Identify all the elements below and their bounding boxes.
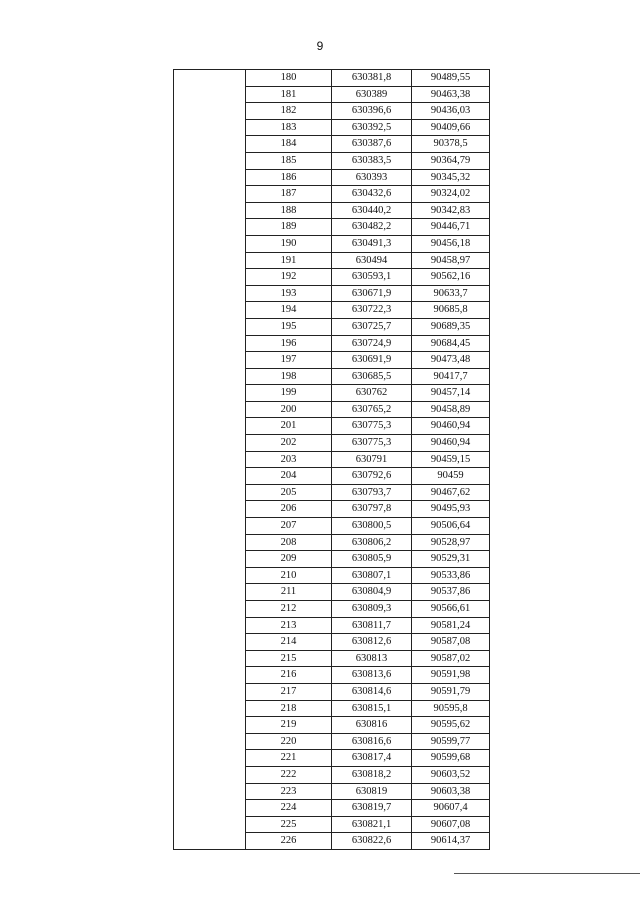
point-number-cell: 221 bbox=[246, 750, 332, 767]
point-number-cell: 203 bbox=[246, 451, 332, 468]
point-number-cell: 211 bbox=[246, 584, 332, 601]
point-number-cell: 222 bbox=[246, 766, 332, 783]
y-coordinate-cell: 90603,38 bbox=[412, 783, 490, 800]
y-coordinate-cell: 90684,45 bbox=[412, 335, 490, 352]
x-coordinate-cell: 630797,8 bbox=[332, 501, 412, 518]
x-coordinate-cell: 630814,6 bbox=[332, 683, 412, 700]
y-coordinate-cell: 90459,15 bbox=[412, 451, 490, 468]
coordinates-table bbox=[173, 69, 490, 850]
point-number-cell: 194 bbox=[246, 302, 332, 319]
x-coordinate-cell: 630440,2 bbox=[332, 202, 412, 219]
y-coordinate-cell: 90562,16 bbox=[412, 269, 490, 286]
y-coordinate-cell: 90581,24 bbox=[412, 617, 490, 634]
y-coordinate-cell: 90566,61 bbox=[412, 601, 490, 618]
x-coordinate-cell: 630432,6 bbox=[332, 186, 412, 203]
y-coordinate-cell: 90685,8 bbox=[412, 302, 490, 319]
y-coordinate-cell: 90446,71 bbox=[412, 219, 490, 236]
point-number-cell: 224 bbox=[246, 800, 332, 817]
x-coordinate-cell: 630804,9 bbox=[332, 584, 412, 601]
x-coordinate-cell: 630593,1 bbox=[332, 269, 412, 286]
y-coordinate-cell: 90458,97 bbox=[412, 252, 490, 269]
y-coordinate-cell: 90528,97 bbox=[412, 534, 490, 551]
x-coordinate-cell: 630813,6 bbox=[332, 667, 412, 684]
x-coordinate-cell: 630393 bbox=[332, 169, 412, 186]
x-coordinate-cell: 630482,2 bbox=[332, 219, 412, 236]
y-coordinate-cell: 90595,62 bbox=[412, 717, 490, 734]
y-coordinate-cell: 90463,38 bbox=[412, 86, 490, 103]
x-coordinate-cell: 630392,5 bbox=[332, 119, 412, 136]
x-coordinate-cell: 630805,9 bbox=[332, 551, 412, 568]
y-coordinate-cell: 90614,37 bbox=[412, 833, 490, 850]
point-number-cell: 183 bbox=[246, 119, 332, 136]
point-number-cell: 204 bbox=[246, 468, 332, 485]
x-coordinate-cell: 630807,1 bbox=[332, 567, 412, 584]
point-number-cell: 217 bbox=[246, 683, 332, 700]
point-number-cell: 199 bbox=[246, 385, 332, 402]
footer-rule bbox=[454, 873, 640, 874]
coordinates-table-body bbox=[174, 70, 490, 850]
x-coordinate-cell: 630396,6 bbox=[332, 103, 412, 120]
y-coordinate-cell: 90436,03 bbox=[412, 103, 490, 120]
point-number-cell: 185 bbox=[246, 152, 332, 169]
x-coordinate-cell: 630813 bbox=[332, 650, 412, 667]
point-number-cell: 195 bbox=[246, 318, 332, 335]
x-coordinate-cell: 630725,7 bbox=[332, 318, 412, 335]
point-number-cell: 198 bbox=[246, 368, 332, 385]
y-coordinate-cell: 90409,66 bbox=[412, 119, 490, 136]
y-coordinate-cell: 90417,7 bbox=[412, 368, 490, 385]
point-number-cell: 225 bbox=[246, 816, 332, 833]
x-coordinate-cell: 630793,7 bbox=[332, 484, 412, 501]
y-coordinate-cell: 90633,7 bbox=[412, 285, 490, 302]
point-number-cell: 192 bbox=[246, 269, 332, 286]
x-coordinate-cell: 630812,6 bbox=[332, 634, 412, 651]
point-number-cell: 212 bbox=[246, 601, 332, 618]
y-coordinate-cell: 90457,14 bbox=[412, 385, 490, 402]
point-number-cell: 219 bbox=[246, 717, 332, 734]
x-coordinate-cell: 630792,6 bbox=[332, 468, 412, 485]
y-coordinate-cell: 90587,02 bbox=[412, 650, 490, 667]
point-number-cell: 200 bbox=[246, 401, 332, 418]
point-number-cell: 223 bbox=[246, 783, 332, 800]
x-coordinate-cell: 630819 bbox=[332, 783, 412, 800]
y-coordinate-cell: 90607,08 bbox=[412, 816, 490, 833]
y-coordinate-cell: 90378,5 bbox=[412, 136, 490, 153]
point-number-cell: 226 bbox=[246, 833, 332, 850]
y-coordinate-cell: 90603,52 bbox=[412, 766, 490, 783]
x-coordinate-cell: 630816 bbox=[332, 717, 412, 734]
x-coordinate-cell: 630494 bbox=[332, 252, 412, 269]
point-number-cell: 218 bbox=[246, 700, 332, 717]
x-coordinate-cell: 630815,1 bbox=[332, 700, 412, 717]
point-number-cell: 213 bbox=[246, 617, 332, 634]
y-coordinate-cell: 90324,02 bbox=[412, 186, 490, 203]
y-coordinate-cell: 90595,8 bbox=[412, 700, 490, 717]
point-number-cell: 201 bbox=[246, 418, 332, 435]
x-coordinate-cell: 630791 bbox=[332, 451, 412, 468]
y-coordinate-cell: 90533,86 bbox=[412, 567, 490, 584]
x-coordinate-cell: 630819,7 bbox=[332, 800, 412, 817]
table-row bbox=[174, 70, 490, 87]
point-number-cell: 182 bbox=[246, 103, 332, 120]
y-coordinate-cell: 90529,31 bbox=[412, 551, 490, 568]
x-coordinate-cell: 630775,3 bbox=[332, 435, 412, 452]
point-number-cell: 184 bbox=[246, 136, 332, 153]
y-coordinate-cell: 90506,64 bbox=[412, 518, 490, 535]
y-coordinate-cell: 90364,79 bbox=[412, 152, 490, 169]
x-coordinate-cell: 630775,3 bbox=[332, 418, 412, 435]
y-coordinate-cell: 90587,08 bbox=[412, 634, 490, 651]
y-coordinate-cell: 90467,62 bbox=[412, 484, 490, 501]
point-number-cell: 196 bbox=[246, 335, 332, 352]
point-number-cell: 187 bbox=[246, 186, 332, 203]
x-coordinate-cell: 630806,2 bbox=[332, 534, 412, 551]
page-number: 9 bbox=[316, 39, 324, 53]
point-number-cell: 193 bbox=[246, 285, 332, 302]
x-coordinate-cell: 630724,9 bbox=[332, 335, 412, 352]
y-coordinate-cell: 90459 bbox=[412, 468, 490, 485]
x-coordinate-cell: 630816,6 bbox=[332, 733, 412, 750]
point-number-cell: 197 bbox=[246, 352, 332, 369]
x-coordinate-cell: 630762 bbox=[332, 385, 412, 402]
point-number-cell: 180 bbox=[246, 70, 332, 87]
point-number-cell: 206 bbox=[246, 501, 332, 518]
x-coordinate-cell: 630387,6 bbox=[332, 136, 412, 153]
y-coordinate-cell: 90537,86 bbox=[412, 584, 490, 601]
y-coordinate-cell: 90460,94 bbox=[412, 435, 490, 452]
y-coordinate-cell: 90342,83 bbox=[412, 202, 490, 219]
point-number-cell: 215 bbox=[246, 650, 332, 667]
y-coordinate-cell: 90599,68 bbox=[412, 750, 490, 767]
x-coordinate-cell: 630765,2 bbox=[332, 401, 412, 418]
point-number-cell: 188 bbox=[246, 202, 332, 219]
x-coordinate-cell: 630822,6 bbox=[332, 833, 412, 850]
x-coordinate-cell: 630817,4 bbox=[332, 750, 412, 767]
point-number-cell: 181 bbox=[246, 86, 332, 103]
x-coordinate-cell: 630809,3 bbox=[332, 601, 412, 618]
x-coordinate-cell: 630818,2 bbox=[332, 766, 412, 783]
point-number-cell: 186 bbox=[246, 169, 332, 186]
x-coordinate-cell: 630722,3 bbox=[332, 302, 412, 319]
x-coordinate-cell: 630383,5 bbox=[332, 152, 412, 169]
x-coordinate-cell: 630811,7 bbox=[332, 617, 412, 634]
point-number-cell: 209 bbox=[246, 551, 332, 568]
y-coordinate-cell: 90458,89 bbox=[412, 401, 490, 418]
y-coordinate-cell: 90473,48 bbox=[412, 352, 490, 369]
x-coordinate-cell: 630491,3 bbox=[332, 235, 412, 252]
point-number-cell: 202 bbox=[246, 435, 332, 452]
x-coordinate-cell: 630800,5 bbox=[332, 518, 412, 535]
point-number-cell: 210 bbox=[246, 567, 332, 584]
y-coordinate-cell: 90599,77 bbox=[412, 733, 490, 750]
coordinates-table-wrapper bbox=[173, 69, 490, 850]
point-number-cell: 189 bbox=[246, 219, 332, 236]
x-coordinate-cell: 630691,9 bbox=[332, 352, 412, 369]
point-number-cell: 216 bbox=[246, 667, 332, 684]
x-coordinate-cell: 630821,1 bbox=[332, 816, 412, 833]
x-coordinate-cell: 630685,5 bbox=[332, 368, 412, 385]
y-coordinate-cell: 90591,98 bbox=[412, 667, 490, 684]
y-coordinate-cell: 90489,55 bbox=[412, 70, 490, 87]
y-coordinate-cell: 90591,79 bbox=[412, 683, 490, 700]
point-number-cell: 220 bbox=[246, 733, 332, 750]
y-coordinate-cell: 90495,93 bbox=[412, 501, 490, 518]
blank-label-cell bbox=[174, 70, 246, 850]
point-number-cell: 205 bbox=[246, 484, 332, 501]
point-number-cell: 190 bbox=[246, 235, 332, 252]
y-coordinate-cell: 90345,32 bbox=[412, 169, 490, 186]
point-number-cell: 208 bbox=[246, 534, 332, 551]
x-coordinate-cell: 630389 bbox=[332, 86, 412, 103]
x-coordinate-cell: 630381,8 bbox=[332, 70, 412, 87]
y-coordinate-cell: 90689,35 bbox=[412, 318, 490, 335]
point-number-cell: 191 bbox=[246, 252, 332, 269]
y-coordinate-cell: 90607,4 bbox=[412, 800, 490, 817]
y-coordinate-cell: 90456,18 bbox=[412, 235, 490, 252]
x-coordinate-cell: 630671,9 bbox=[332, 285, 412, 302]
y-coordinate-cell: 90460,94 bbox=[412, 418, 490, 435]
point-number-cell: 214 bbox=[246, 634, 332, 651]
point-number-cell: 207 bbox=[246, 518, 332, 535]
